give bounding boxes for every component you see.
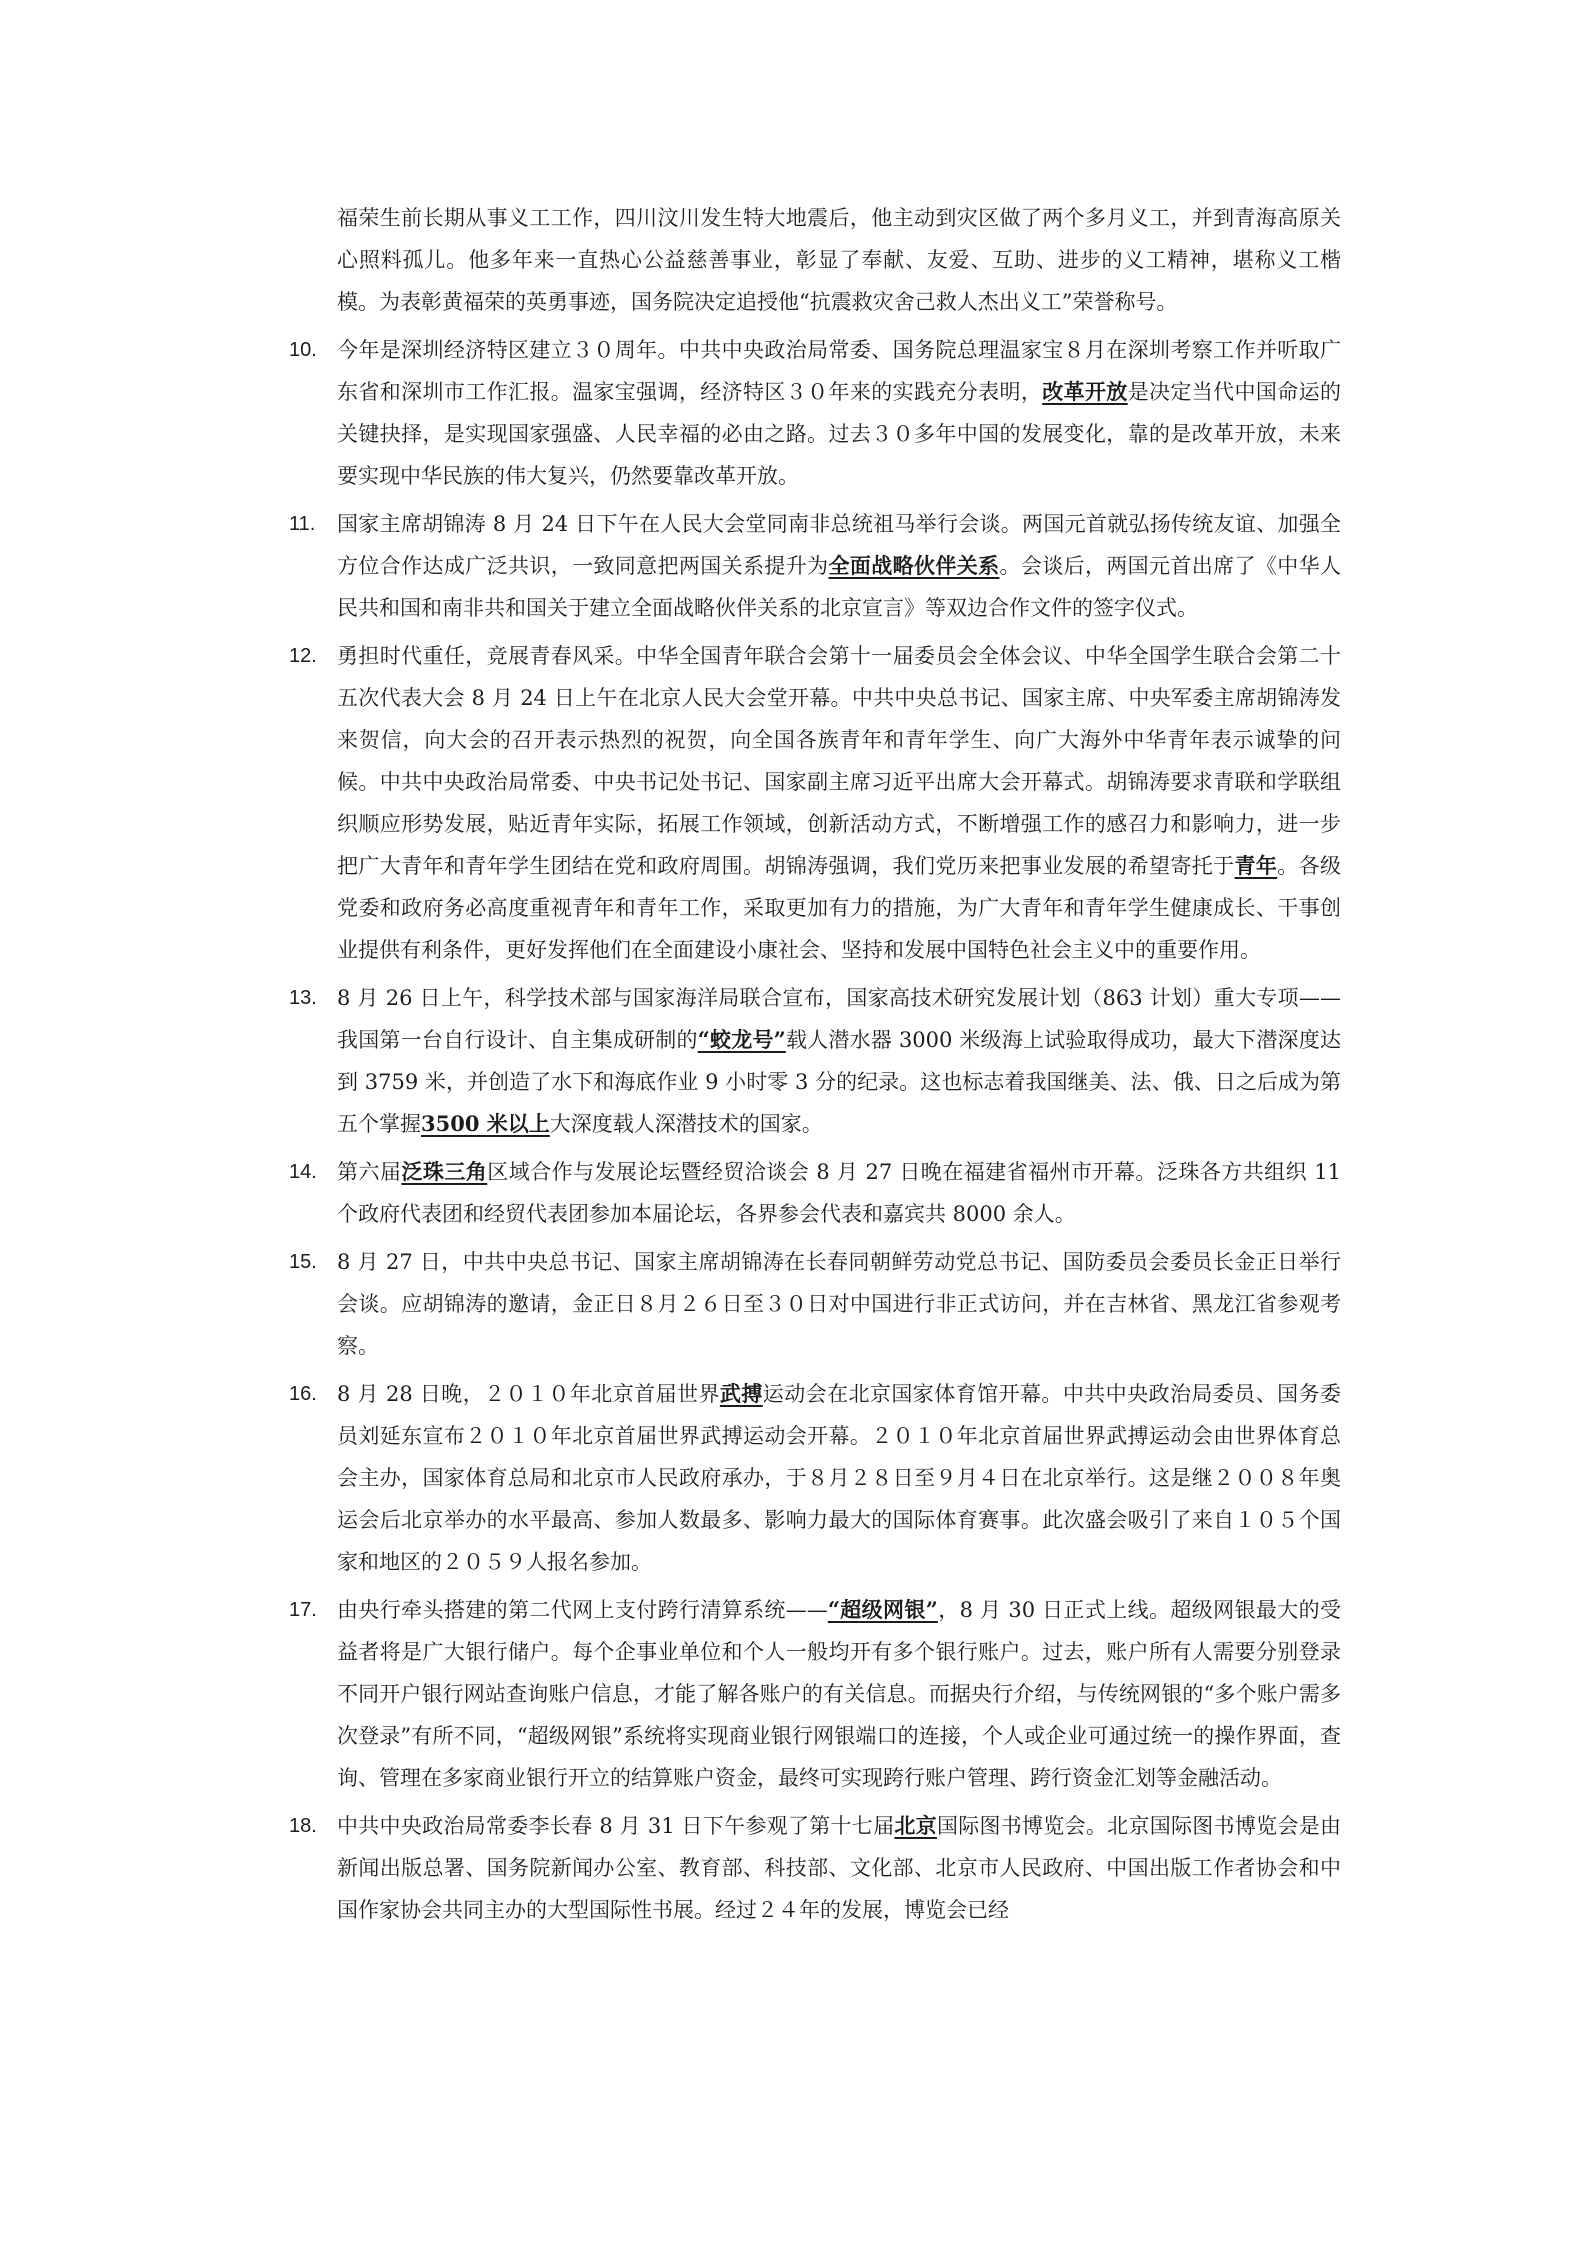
list-item [337,197,1341,323]
list-item [289,1589,1341,1799]
list-item [289,1373,1342,1583]
underlined-keyword: 泛珠三角 [401,1159,488,1184]
paragraph-text: 国家主席胡锦涛 8 月 24 日下午在人民大会堂同南非总统祖马举行会谈。两国元首就弘扬传统友谊、加强全方位合作达成广泛共识，一致同意把两国关系提升为 [337,512,1341,578]
list-item [289,1151,1342,1235]
paragraph-text: 由央行牵头搭建的第二代网上支付跨行清算系统—— [337,1598,828,1622]
paragraph-text: 大深度载人深潜技术的国家。 [549,1112,823,1136]
underlined-keyword: 3500 米以上 [421,1111,550,1136]
paragraph-text: 勇担时代重任，竞展青春风采。中华全国青年联合会第十一届委员会全体会议、中华全国学生联合会第二十五次代表大会 8 月 24 日上午在北京人民大会堂开幕。中共中央总书记、国家主席、中央军委主席胡锦涛发来贺信，向大会的召开表示热烈的祝贺，向全国各族青年和青年学生、向广大海外中华青年表示诚挚的问候。中共中央政治局常委、中央书记处书记、国家副主席习近平出席大会开幕式。胡锦涛要求青联和学联组织顺应形势发展，贴近青年实际，拓展工作领域，创新活动方式，不断增强工作的感召力和影响力，进一步把广大青年和青年学生团结在党和政府周围。胡锦涛强调，我们党历来把事业发展的希望寄托于 [337,644,1341,878]
underlined-keyword: “蛟龙号” [697,1027,786,1052]
item-number: 15. [289,1251,317,1273]
item-number: 14. [289,1161,317,1183]
underlined-keyword: “超级网银” [827,1597,938,1622]
underlined-keyword: 武搏 [719,1381,763,1406]
item-number: 16. [289,1383,317,1405]
paragraph-text: 8 月 27 日，中共中央总书记、国家主席胡锦涛在长春同朝鲜劳动党总书记、国防委员会委员长金正日举行会谈。应胡锦涛的邀请，金正日８月２６日至３０日对中国进行非正式访问，并在吉林省、黑龙江省参观考察。 [337,1250,1341,1358]
item-number: 17. [289,1599,317,1621]
paragraph-text: 第六届 [337,1160,402,1184]
paragraph-text: 8 月 28 日晚，２０１０年北京首届世界 [337,1382,720,1406]
paragraph-text: 国际图书博览会。北京国际图书博览会是由新闻出版总署、国务院新闻办公室、教育部、科技部、文化部、北京市人民政府、中国出版工作者协会和中国作家协会共同主办的大型国际性书展。经过２４年的发展，博览会已经 [337,1814,1341,1922]
item-number: 10. [289,339,317,361]
paragraph-text: 是决定当代中国命运的关键抉择，是实现国家强盛、人民幸福的必由之路。过去３０多年中国的发展变化，靠的是改革开放，未来要实现中华民族的伟大复兴，仍然要靠改革开放。 [337,380,1342,488]
underlined-keyword: 改革开放 [1042,379,1128,404]
list-item [289,503,1342,629]
list-item [289,1241,1341,1367]
paragraph-text: 载人潜水器 3000 米级海上试验取得成功，最大下潜深度达到 3759 米，并创造了水下和海底作业 9 小时零 3 分的纪录。这也标志着我国继美、法、俄、日之后成为第五个掌握 [337,1028,1341,1136]
paragraph-text: 今年是深圳经济特区建立３０周年。中共中央政治局常委、国务院总理温家宝８月在深圳考察工作并听取广东省和深圳市工作汇报。温家宝强调，经济特区３０年来的实践充分表明， [337,338,1341,404]
paragraph-text: 区域合作与发展论坛暨经贸洽谈会 8 月 27 日晚在福建省福州市开幕。泛珠各方共组织 11 个政府代表团和经贸代表团参加本届论坛，各界参会代表和嘉宾共 8000 余人。 [337,1160,1342,1226]
underlined-keyword: 全面战略伙伴关系 [828,553,1000,578]
paragraph-text: 福荣生前长期从事义工工作，四川汶川发生特大地震后，他主动到灾区做了两个多月义工，并到青海高原关心照料孤儿。他多年来一直热心公益慈善事业，彰显了奉献、友爱、互助、进步的义工精神，堪称义工楷模。为表彰黄福荣的英勇事迹，国务院决定追授他“抗震救灾舍己救人杰出义工”荣誉称号。 [337,206,1341,314]
list-item [289,977,1341,1145]
list-item [289,1805,1341,1931]
item-number: 12. [289,645,317,667]
item-number: 13. [289,987,317,1009]
paragraph-text: 。会谈后，两国元首出席了《中华人民共和国和南非共和国关于建立全面战略伙伴关系的北京宣言》等双边合作文件的签字仪式。 [337,554,1342,620]
underlined-keyword: 青年 [1234,853,1278,878]
list-item [289,329,1342,497]
underlined-keyword: 北京 [894,1813,937,1838]
paragraph-text: 。各级党委和政府务必高度重视青年和青年工作，采取更加有力的措施，为广大青年和青年学生健康成长、干事创业提供有利条件，更好发挥他们在全面建设小康社会、坚持和发展中国特色社会主义中的重要作用。 [337,854,1342,962]
item-number: 11. [289,513,316,535]
paragraph-text: 8 月 26 日上午，科学技术部与国家海洋局联合宣布，国家高技术研究发展计划（863 计划）重大专项——我国第一台自行设计、自主集成研制的 [337,986,1341,1052]
item-number: 18. [289,1815,317,1837]
paragraph-text: ，8 月 30 日正式上线。超级网银最大的受益者将是广大银行储户。每个企事业单位和个人一般均开有多个银行账户。过去，账户所有人需要分别登录不同开户银行网站查询账户信息，才能了解各账户的有关信息。而据央行介绍，与传统网银的“多个账户需多次登录”有所不同，“超级网银”系统将实现商业银行网银端口的连接，个人或企业可通过统一的操作界面，查询、管理在多家商业银行开立的结算账户资金，最终可实现跨行账户管理、跨行资金汇划等金融活动。 [337,1598,1341,1790]
paragraph-text: 中共中央政治局常委李长春 8 月 31 日下午参观了第十七届 [337,1814,895,1838]
paragraph-text: 运动会在北京国家体育馆开幕。中共中央政治局委员、国务委员刘延东宣布２０１０年北京首届世界武搏运动会开幕。２０１０年北京首届世界武搏运动会由世界体育总会主办，国家体育总局和北京市人民政府承办，于８月２８日至９月４日在北京举行。这是继２００８年奥运会后北京举办的水平最高、参加人数最多、影响力最大的国际体育赛事。此次盛会吸引了来自１０５个国家和地区的２０５９人报名参加。 [337,1382,1342,1574]
list-item [289,635,1342,971]
